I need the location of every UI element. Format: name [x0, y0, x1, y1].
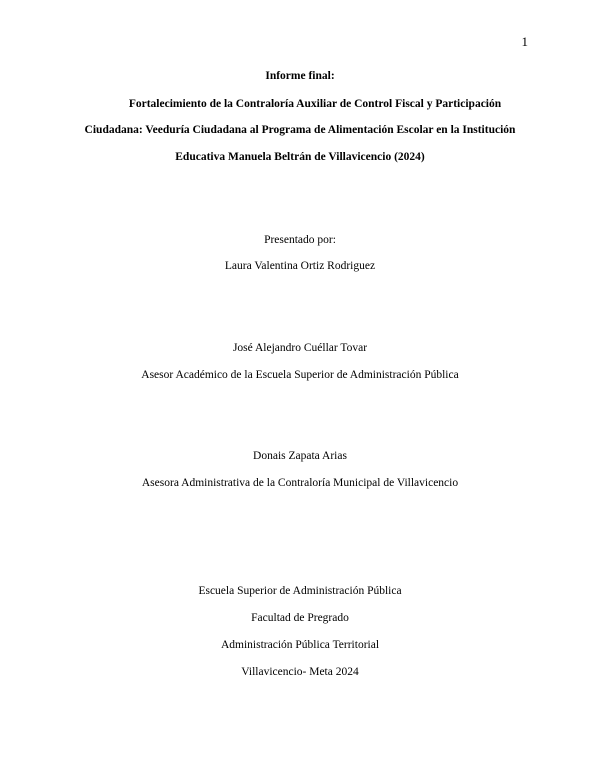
administrative-advisor-role: Asesora Administrativa de la Contraloría Municipal de Villavicencio — [141, 477, 459, 489]
report-title-line-2: Ciudadana: Veeduría Ciudadana al Programa de Alimentación Escolar en la Institución — [84, 124, 516, 136]
presented-by-label: Presentado por: — [264, 234, 336, 246]
report-heading: Informe final: — [265, 70, 335, 82]
administrative-advisor-name: Donais Zapata Arias — [253, 450, 347, 462]
academic-advisor-name: José Alejandro Cuéllar Tovar — [232, 342, 368, 354]
page-number: 1 — [521, 34, 528, 49]
academic-advisor-role: Asesor Académico de la Escuela Superior de Administración Pública — [141, 369, 459, 381]
institution-school: Escuela Superior de Administración Pública — [198, 585, 402, 597]
report-title-line-1: Fortalecimiento de la Contraloría Auxiliar de Control Fiscal y Participación — [128, 98, 502, 110]
institution-place-year: Villavicencio- Meta 2024 — [241, 666, 359, 678]
report-title-line-3: Educativa Manuela Beltrán de Villavicencio (2024) — [175, 151, 425, 163]
author-name: Laura Valentina Ortiz Rodriguez — [224, 260, 376, 272]
institution-program: Administración Pública Territorial — [220, 639, 380, 651]
institution-faculty: Facultad de Pregrado — [251, 612, 349, 624]
